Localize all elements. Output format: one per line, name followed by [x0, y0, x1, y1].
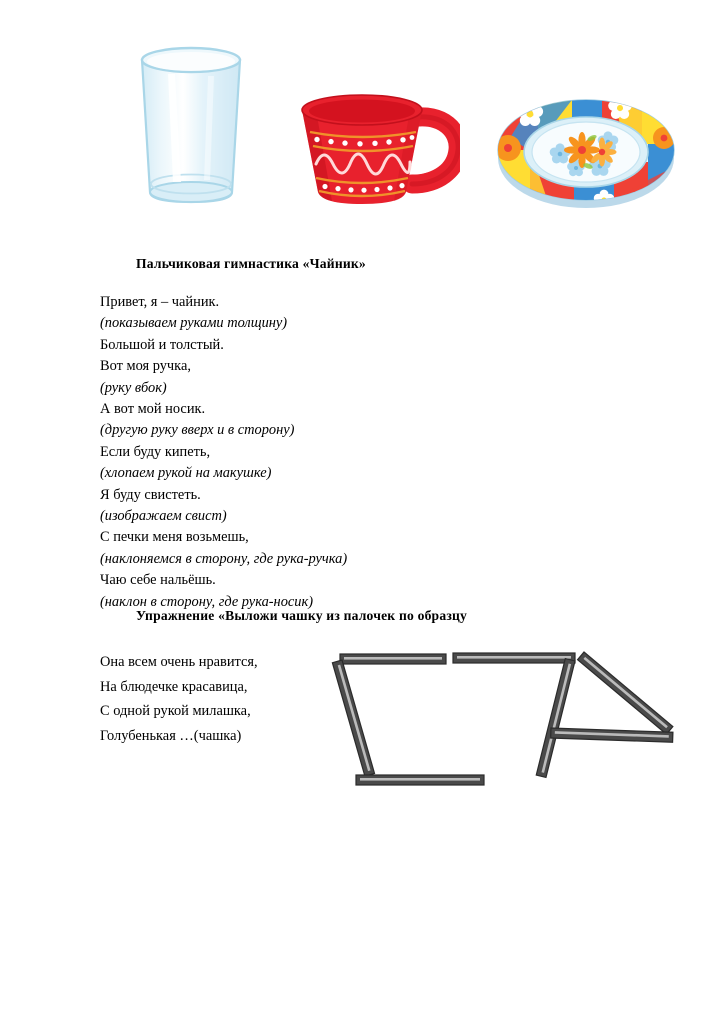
drinking-glass-image: [128, 42, 254, 210]
cup-from-sticks-diagram: [320, 640, 700, 800]
poem-line: (руку вбок): [100, 379, 167, 396]
stick: [453, 653, 575, 663]
poem-line: Если буду кипеть,: [100, 443, 211, 460]
picture-strip: [0, 30, 724, 230]
poem-line: (другую руку вверх и в сторону): [100, 422, 295, 439]
stick: [551, 728, 673, 742]
poem-line: Чаю себе нальёшь.: [100, 572, 216, 589]
poem-line: Привет, я – чайник.: [100, 294, 220, 310]
riddle-line: Голубенькая …(чашка): [100, 727, 242, 744]
poem-line: (показываем руками толщину): [100, 315, 288, 332]
stick: [332, 660, 374, 776]
riddle-text: [100, 650, 340, 748]
stick: [340, 654, 446, 664]
poem-line: Вот моя ручка,: [100, 358, 191, 375]
riddle-line: Она всем очень нравится,: [100, 654, 258, 670]
poem-line: А вот мой носик.: [100, 401, 206, 418]
page-title-finger-gymnastics: Пальчиковая гимнастика «Чайник»: [136, 256, 366, 271]
finger-gymnastics-poem: [100, 292, 520, 613]
riddle-line: С одной рукой милашка,: [100, 703, 251, 719]
stick: [536, 659, 575, 778]
poem-line: Я буду свистеть.: [100, 486, 201, 503]
poem-line: С печки меня возьмешь,: [100, 529, 249, 546]
poem-line: (изображаем свист): [100, 508, 227, 525]
stick: [356, 775, 484, 785]
poem-line: (наклоняемся в сторону, где рука-ручка): [100, 550, 348, 567]
poem-line: (хлопаем рукой на макушке): [100, 465, 272, 482]
page-title-stick-exercise: Упражнение «Выложи чашку из палочек по образцу: [136, 608, 468, 623]
decorated-plate-image: [492, 92, 680, 214]
red-teacup-image: [292, 88, 460, 212]
poem-line: (наклон в сторону, где рука-носик): [100, 593, 313, 610]
riddle-line: На блюдечке красавица,: [100, 678, 248, 695]
poem-line: Большой и толстый.: [100, 336, 224, 353]
stick: [578, 652, 673, 734]
